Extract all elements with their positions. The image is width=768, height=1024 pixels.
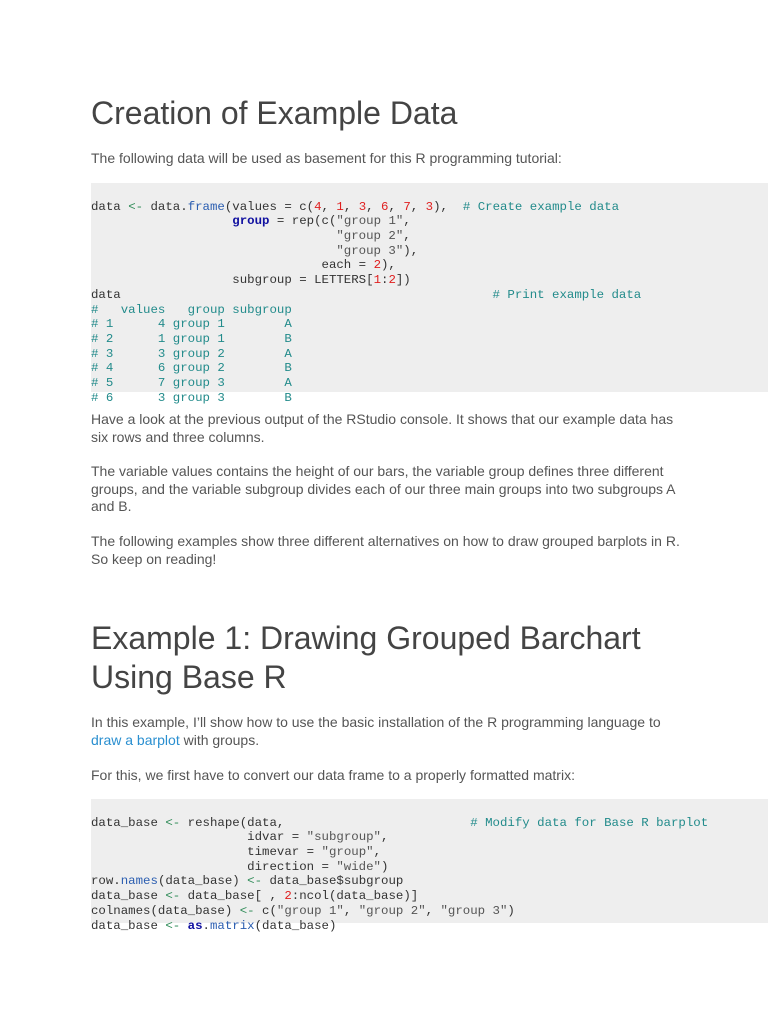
output-row: # 3 3 group 2 A bbox=[91, 346, 292, 361]
code-line-8: data_base <- as.matrix(data_base) bbox=[91, 918, 337, 933]
code-line-5: each = 2), bbox=[91, 258, 396, 273]
heading-line-1: Example 1: Drawing Grouped Barchart bbox=[91, 620, 641, 656]
code-line-1: data <- data.frame(values = c(4, 1, 3, 6, 7, 3), # Create example data bbox=[91, 199, 620, 214]
code-line-7: colnames(data_base) <- c("group 1", "group 2", "group 3") bbox=[91, 903, 515, 918]
paragraph-base-r-intro bbox=[91, 714, 691, 749]
code-line-3: timevar = "group", bbox=[91, 845, 382, 860]
code-comment-print: # Print example data bbox=[492, 287, 642, 302]
code-line-7: data # Print example data bbox=[91, 287, 642, 302]
output-row: # 6 3 group 3 B bbox=[91, 390, 292, 405]
code-line-2: idvar = "subgroup", bbox=[91, 830, 389, 845]
code-comment-create: # Create example data bbox=[462, 199, 620, 214]
paragraph-variables-description: The variable values contains the height of our bars, the variable group defines three different groups, and the variable subgroup divides each of our three main groups into two subgroups A and B. bbox=[91, 463, 675, 514]
output-row: # 1 4 group 1 A bbox=[91, 317, 292, 332]
intro-text: In this example, I’ll show how to use the basic installation of the R programming language to bbox=[91, 714, 661, 730]
code-line-4: direction = "wide") bbox=[91, 859, 389, 874]
code-comment-modify: # Modify data for Base R barplot bbox=[470, 815, 709, 830]
output-header: # values group subgroup bbox=[91, 302, 292, 317]
draw-barplot-link[interactable]: draw a barplot bbox=[91, 731, 180, 748]
code-line-3: "group 2", bbox=[336, 229, 411, 244]
output-row: # 2 1 group 1 B bbox=[91, 331, 292, 346]
code-line-6: subgroup = LETTERS[1:2]) bbox=[91, 273, 411, 288]
code-block-base-r bbox=[91, 799, 768, 933]
section-heading-example-data: Creation of Example Data bbox=[91, 95, 458, 131]
heading-line-2: Using Base R bbox=[91, 659, 287, 695]
code-line-2: group = rep(c("group 1", bbox=[232, 214, 411, 229]
paragraph-output-description: Have a look at the previous output of the RStudio console. It shows that our example data has six rows and three columns. bbox=[91, 411, 674, 445]
section-heading-example-1 bbox=[91, 619, 641, 697]
code-line-4: "group 3"), bbox=[336, 243, 419, 258]
code-line-1: data_base <- reshape(data, # Modify data for Base R barplot bbox=[91, 815, 709, 830]
paragraph-alternatives: The following examples show three different alternatives on how to draw grouped barplots in R. So keep on reading! bbox=[91, 533, 680, 567]
output-row: # 5 7 group 3 A bbox=[91, 375, 292, 390]
intro-text-end: with groups. bbox=[179, 731, 260, 748]
code-line-6: data_base <- data_base[ , 2:ncol(data_base)] bbox=[91, 889, 419, 904]
intro-paragraph: The following data will be used as basement for this R programming tutorial: bbox=[91, 150, 562, 166]
code-block-example-data bbox=[91, 183, 768, 405]
code-line-5: row.names(data_base) <- data_base$subgroup bbox=[91, 874, 404, 889]
output-row: # 4 6 group 2 B bbox=[91, 361, 292, 376]
paragraph-convert-matrix: For this, we first have to convert our data frame to a properly formatted matrix: bbox=[91, 767, 575, 783]
